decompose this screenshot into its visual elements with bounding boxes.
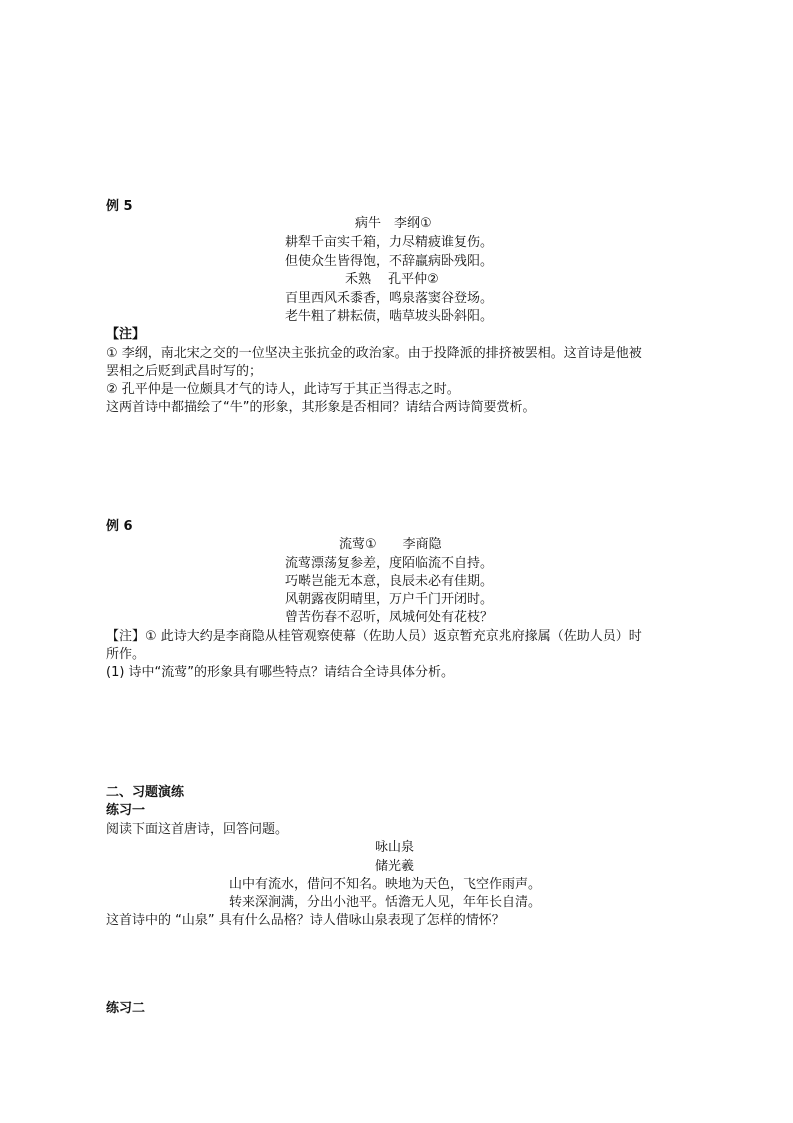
note-text: 罢相之后贬到武昌时写的；: [106, 364, 263, 379]
example-5-label: 例 5: [106, 199, 133, 214]
poem-line: 山中有流水，借问不知名。映地为天色，飞空作雨声。: [229, 877, 542, 892]
note-text: 【注】① 此诗大约是李商隐从桂管观察使幕（佐助人员）返京暂充京兆府掾属（佐助人员）时: [106, 629, 642, 644]
question-text: 这两首诗中都描绘了“牛”的形象，其形象是否相同？请结合两诗简要赏析。: [106, 400, 536, 415]
poem-line: 巧啭岂能无本意，良辰未必有佳期。: [285, 574, 494, 589]
poem-line: 曾苦伤春不忍听，凤城何处有花枝？: [285, 610, 494, 625]
practice-2-label: 练习二: [106, 1001, 146, 1016]
poem-line: 转来深涧满，分出小池平。恬澹无人见，年年长自清。: [229, 895, 542, 910]
poem-title-yongshanquan: 咏山泉: [375, 840, 415, 855]
poem-title-liuying: 流莺① 李商隐: [339, 537, 442, 552]
poem-title-bingniu: 病牛 李纲①: [355, 216, 432, 231]
note-text: 所作。: [106, 647, 146, 662]
poem-title-heshu: 禾熟 孔平仲②: [345, 272, 439, 287]
section-heading: 二、习题演练: [106, 785, 185, 800]
poem-line: 但使众生皆得饱，不辞羸病卧残阳。: [285, 254, 494, 269]
practice-1-label: 练习一: [106, 803, 146, 818]
poem-line: 耕犁千亩实千箱，力尽精疲谁复伤。: [285, 235, 494, 250]
instruction-text: 阅读下面这首唐诗，回答问题。: [106, 822, 289, 837]
question-text: (1) 诗中“流莺”的形象具有哪些特点？请结合全诗具体分析。: [106, 665, 455, 680]
poem-line: 流莺漂荡复参差，度陌临流不自持。: [285, 556, 494, 571]
poem-line: 百里西风禾黍香，鸣泉落窦谷登场。: [285, 291, 494, 306]
note-text: ① 李纲，南北宋之交的一位坚决主张抗金的政治家。由于投降派的排挤被罢相。这首诗是他被: [106, 346, 642, 361]
question-text: 这首诗中的 “山泉” 具有什么品格？诗人借咏山泉表现了怎样的情怀？: [106, 913, 505, 928]
note-label: 【注】: [106, 327, 146, 342]
poem-line: 风朝露夜阴晴里，万户千门开闭时。: [285, 592, 494, 607]
poem-line: 老牛粗了耕耘债，啮草坡头卧斜阳。: [285, 309, 494, 324]
poem-author: 储光羲: [375, 859, 415, 874]
example-6-label: 例 6: [106, 519, 133, 534]
note-text: ② 孔平仲是一位颇具才气的诗人，此诗写于其正当得志之时。: [106, 382, 460, 397]
